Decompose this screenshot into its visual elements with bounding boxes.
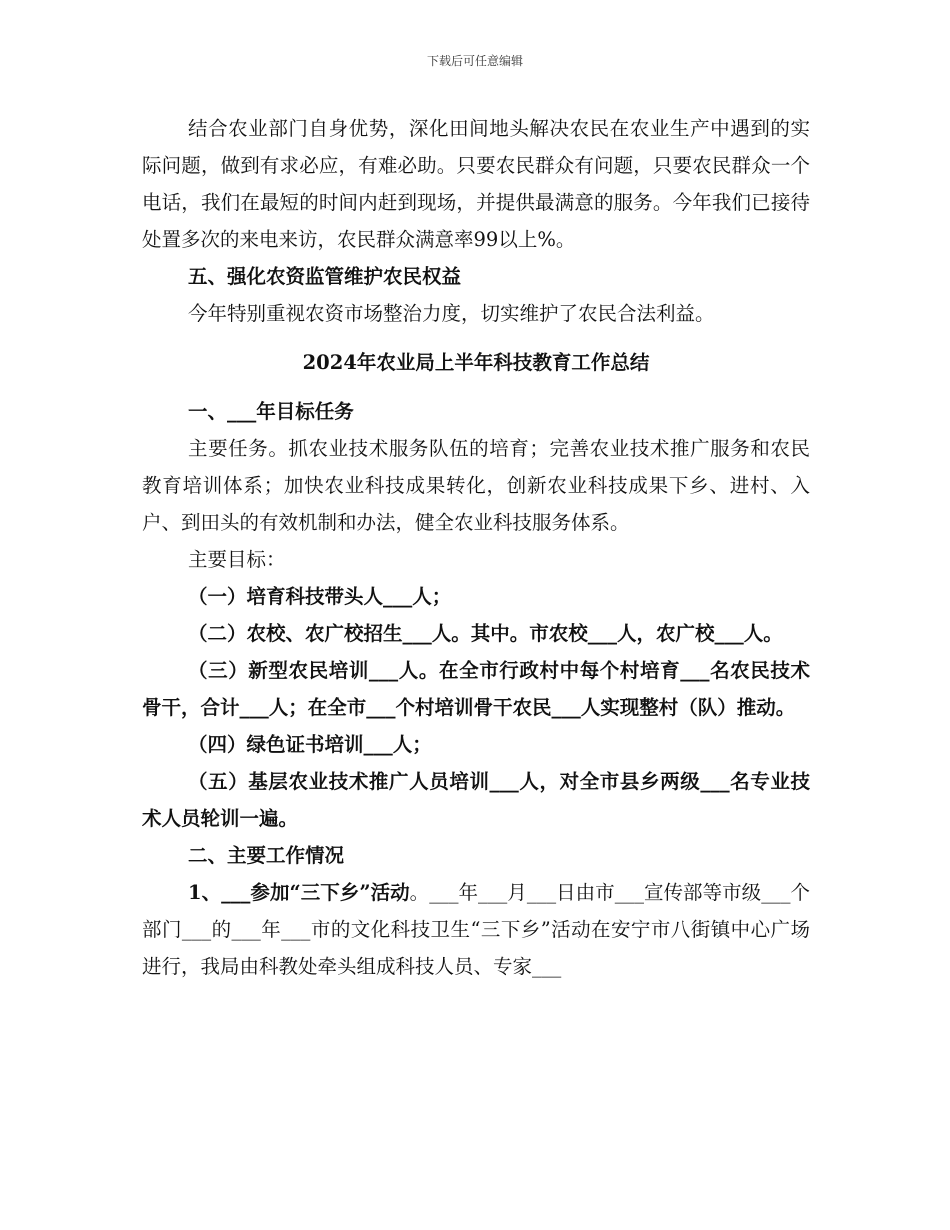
section-heading-one: 一、___年目标任务 — [188, 400, 354, 423]
goal-item-1: （一）培育科技带头人___人； — [188, 585, 452, 608]
goal-item-5: （五）基层农业技术推广人员培训___人，对全市县乡两级___名专业技术人员轮训一遍。 — [142, 770, 810, 830]
document-title: 2024年农业局上半年科技教育工作总结 — [302, 351, 650, 374]
item-heading-1: 1、___参加“三下乡”活动 — [188, 881, 410, 904]
item-body-1: 。___年___月___日由市___宣传部等市级___个部门___的___年___市的文化科技卫生“三下乡”活动在安宁市八街镇中心广场进行，我局由科教处牵头组成科技人员、专家___ — [142, 881, 810, 978]
goal-item-2: （二）农校、农广校招生___人。其中。市农校___人，农广校___人。 — [188, 622, 783, 645]
section-heading-two: 二、主要工作情况 — [188, 844, 345, 867]
section-heading-five: 五、强化农资监管维护农民权益 — [188, 265, 462, 288]
paragraph-main-tasks: 主要任务。抓农业技术服务队伍的培育；完善农业技术推广服务和农民教育培训体系；加快农业科技成果转化，创新农业科技成果下乡、进村、入户、到田头的有效机制和办法，健全农业科技服务体系。 — [142, 437, 810, 534]
paragraph-three-rural — [142, 874, 810, 985]
goal-item-4: （四）绿色证书培训___人； — [188, 733, 432, 756]
document-body — [142, 110, 810, 985]
paragraph-supervision: 今年特别重视农资市场整治力度，切实维护了农民合法利益。 — [188, 302, 715, 325]
paragraph-main-goals-label: 主要目标： — [188, 548, 286, 571]
page-header: 下载后可任意编辑 — [426, 54, 523, 68]
goal-item-3: （三）新型农民培训___人。在全市行政村中每个村培育___名农民技术骨干，合计___人；在全市___个村培训骨干农民___人实现整村（队）推动。 — [142, 659, 810, 719]
paragraph-service: 结合农业部门自身优势，深化田间地头解决农民在农业生产中遇到的实际问题，做到有求必应，有难必助。只要农民群众有问题，只要农民群众一个电话，我们在最短的时间内赶到现场，并提供最满意的服务。今年我们已接待处置多次的来电来访，农民群众满意率99以上%。 — [142, 117, 810, 251]
